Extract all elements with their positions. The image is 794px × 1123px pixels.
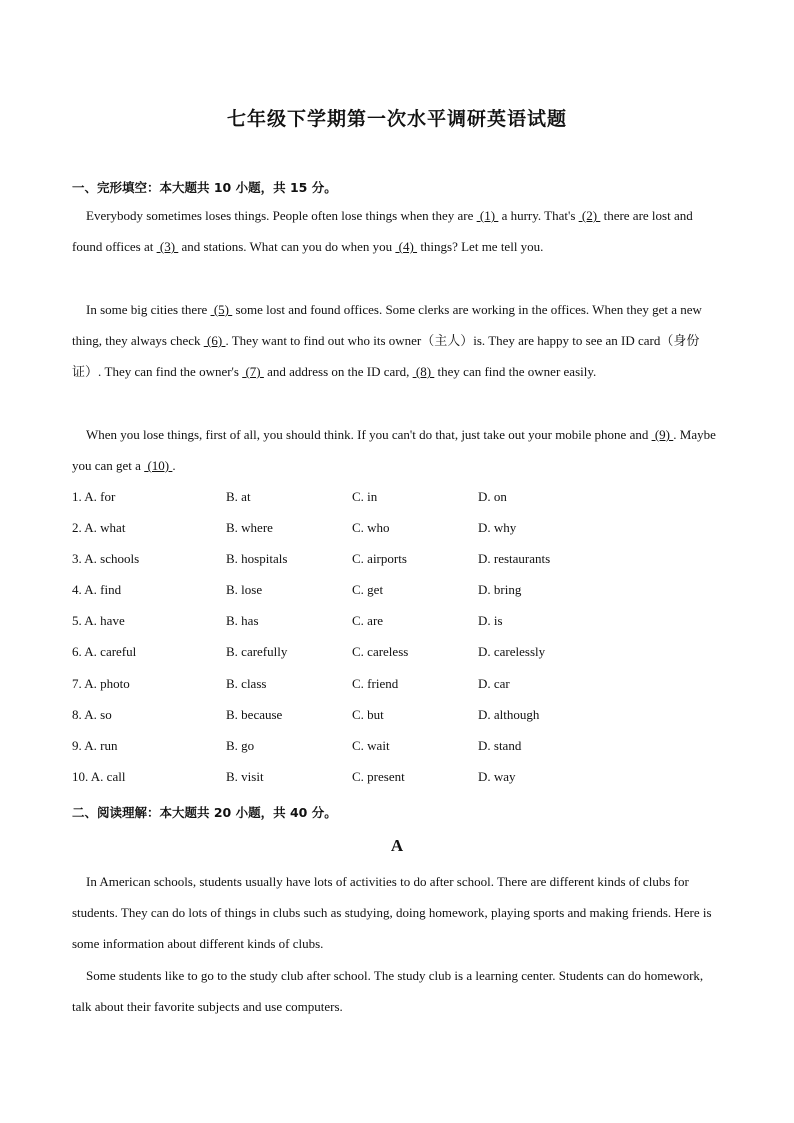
cloze-text: . Maybe you can get a (72, 427, 716, 473)
question-row (72, 544, 722, 575)
cloze-text: . (172, 458, 176, 473)
option-d: D. carelessly (478, 644, 546, 660)
question-row (72, 482, 722, 513)
option-b: B. because (226, 706, 283, 722)
option-a: 4. A. find (72, 582, 122, 598)
passage-text: In American schools, students usually have lots of activities to do after school. There are different kinds of clubs for students. They can do lots of things in clubs such as studying, doing homework, playing sports and making friends. Here is some information about different kinds of clubs. (72, 874, 712, 951)
question-row (72, 731, 722, 762)
question-options-list (72, 482, 722, 793)
option-c: C. airports (352, 551, 407, 567)
option-a: 2. A. what (72, 520, 126, 536)
cloze-paragraph-3 (72, 419, 722, 481)
blank-4: (4) (395, 239, 418, 254)
passage-a-paragraph-1 (72, 866, 722, 959)
cloze-text: things? Let me tell you. (417, 239, 544, 254)
cloze-paragraph-2 (72, 294, 722, 387)
question-row (72, 637, 722, 668)
option-d: D. bring (478, 582, 522, 598)
option-b: B. class (226, 675, 267, 691)
option-d: D. stand (478, 737, 522, 753)
option-d: D. on (478, 489, 507, 504)
blank-8: (8) (412, 364, 435, 379)
cloze-text: and stations. What can you do when you (178, 239, 396, 254)
cloze-paragraph-1 (72, 200, 722, 262)
cloze-text: When you lose things, first of all, you should think. If you can't do that, just take out your mobile phone and (86, 427, 652, 442)
cloze-text: and address on the ID card, (263, 364, 413, 379)
option-d: D. restaurants (478, 551, 551, 567)
option-b: B. has (226, 613, 259, 629)
option-a: 6. A. careful (72, 644, 137, 660)
blank-6: (6) (203, 333, 226, 348)
question-row (72, 606, 722, 637)
option-c: C. wait (352, 737, 390, 753)
passage-text: Some students like to go to the study club after school. The study club is a learning center. Students can do homework, talk about their favorite subjects and use computers. (72, 968, 704, 1014)
option-d: D. way (478, 768, 516, 784)
option-c: C. friend (352, 675, 399, 691)
option-c: C. get (352, 582, 384, 598)
blank-10: (10) (144, 458, 173, 473)
option-a: 1. A. for (72, 489, 116, 504)
passage-label: A (390, 836, 404, 855)
blank-9: (9) (651, 427, 674, 442)
option-c: C. who (352, 520, 390, 536)
blank-1: (1) (476, 208, 499, 223)
cloze-text: In some big cities there (86, 302, 211, 317)
cloze-text: they can find the owner easily. (434, 364, 597, 379)
option-d: D. is (478, 613, 503, 629)
option-a: 3. A. schools (72, 551, 140, 567)
cloze-text: a hurry. That's (498, 208, 579, 223)
option-a: 5. A. have (72, 613, 125, 629)
option-a: 7. A. photo (72, 675, 130, 691)
question-row (72, 669, 722, 700)
question-row (72, 700, 722, 731)
question-row (72, 513, 722, 544)
option-b: B. go (226, 737, 255, 753)
option-a: 8. A. so (72, 706, 112, 722)
cloze-text: some lost and found offices. Some clerks are working in the offices. When they get a new thing, they always check (72, 302, 702, 348)
option-c: C. are (352, 613, 384, 629)
section-heading-cloze: 一、完形填空：本大题共 10 小题，共 15 分。 (72, 180, 337, 195)
option-d: D. although (478, 706, 540, 722)
option-c: C. careless (352, 644, 409, 660)
blank-2: (2) (578, 208, 601, 223)
option-c: C. but (352, 706, 384, 722)
blank-3: (3) (156, 239, 179, 254)
option-b: B. carefully (226, 644, 288, 660)
blank-5: (5) (210, 302, 233, 317)
cloze-text: . They want to find out who its owner（主人）is. They are happy to see an ID card（身份证）. They can find the owner's (72, 333, 700, 379)
option-a: 10. A. call (72, 768, 126, 784)
option-d: D. car (478, 675, 510, 691)
option-b: B. hospitals (226, 551, 288, 567)
page-title: 七年级下学期第一次水平调研英语试题 (226, 108, 567, 130)
passage-a-paragraph-2 (72, 960, 722, 1022)
option-c: C. present (352, 768, 405, 784)
section-heading-reading: 二、阅读理解：本大题共 20 小题，共 40 分。 (72, 805, 337, 820)
cloze-text: Everybody sometimes loses things. People often lose things when they are (86, 208, 477, 223)
option-b: B. where (226, 520, 273, 536)
option-d: D. why (478, 520, 517, 536)
question-row (72, 575, 722, 606)
question-row (72, 762, 722, 793)
option-c: C. in (352, 489, 378, 504)
option-b: B. lose (226, 582, 263, 598)
option-a: 9. A. run (72, 737, 118, 753)
option-b: B. visit (226, 768, 264, 784)
option-b: B. at (226, 489, 251, 504)
blank-7: (7) (242, 364, 264, 379)
cloze-text: there are lost and found offices at (72, 208, 693, 254)
